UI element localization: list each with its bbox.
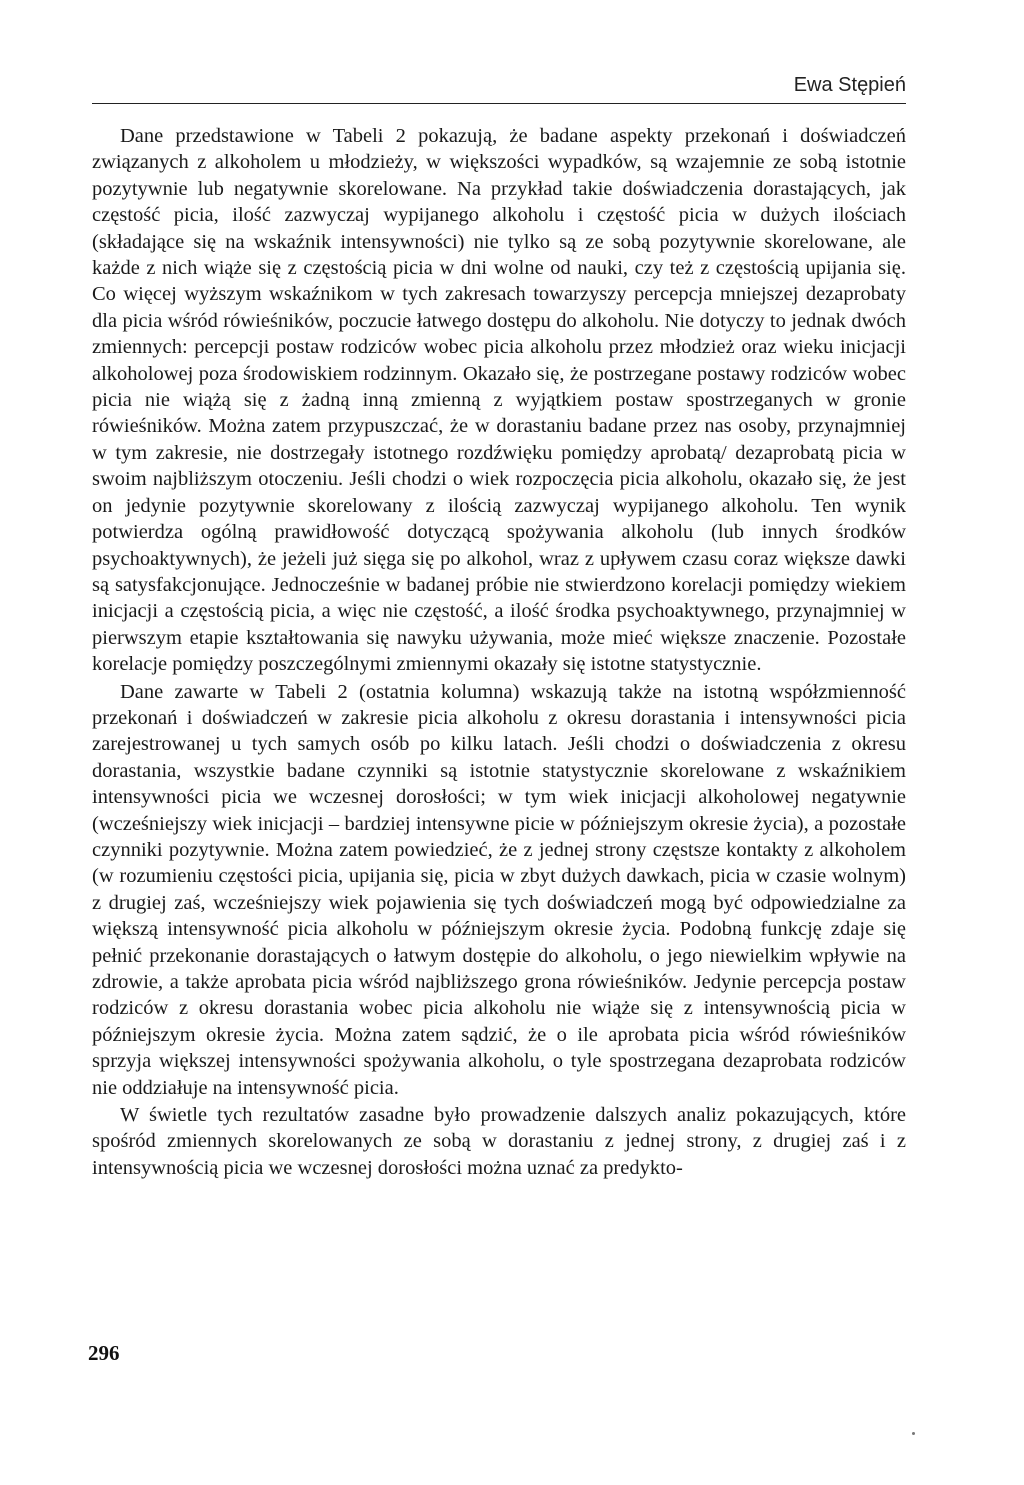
scan-speck <box>912 1432 915 1435</box>
page-number: 296 <box>88 1341 120 1365</box>
paragraph-2: Dane zawarte w Tabeli 2 (ostatnia kolumna) wskazują także na istotną współzmienność przekonań i doświadczeń w zakresie picia alkoholu z okresu dorastania i intensywności picia zarejestrowanej u tych samych osób po kilku latach. Jeśli chodzi o doświadczenia z okresu dorastania, wszystkie badane czynniki są istotnie statystycznie skorelowane z wskaźnikiem intensywności picia we wczesnej dorosłości; w tym wiek inicjacji alkoholowej negatywnie (wcześniejszy wiek inicjacji – bardziej intensywne picie w późniejszym okresie życia), a pozostałe czynniki pozytywnie. Można zatem powiedzieć, że z jednej strony częstsze kontakty z alkoholem (w rozumieniu częstości picia, upijania się, picia w zbyt dużych dawkach, picia w czasie wolnym) z drugiej zaś, wcześniejszy wiek pojawienia się tych doświadczeń mogą być odpowiedzialne za większą intensywność picia alkoholu w późniejszym okresie życia. Podobną funkcję zdaje się pełnić przekonanie dorastających o łatwym dostępie do alkoholu, o jego niewielkim wpływie na zdrowie, a także aprobata picia wśród najbliższego grona rówieśników. Jedynie percepcja postaw rodziców z okresu dorastania wobec picia alkoholu nie wiąże się z intensywnością picia w późniejszym okresie życia. Można zatem sądzić, że o ile aprobata picia wśród rówieśników sprzyja większej intensywności spożywania alkoholu, o tyle spostrzegana dezaprobata rodziców nie oddziałuje na intensywność picia. <box>92 680 906 1099</box>
paragraph-3: W świetle tych rezultatów zasadne było prowadzenie dalszych analiz pokazujących, które spośród zmiennych skorelowanych ze sobą w dorastaniu z jednej strony, z drugiej zaś i z intensywnością picia we wczesnej dorosłości można uznać za predykto- <box>92 1104 906 1179</box>
header-rule <box>92 103 906 104</box>
running-head-author: Ewa Stępień <box>793 74 906 96</box>
body-text <box>92 123 906 1181</box>
paragraph-1: Dane przedstawione w Tabeli 2 pokazują, że badane aspekty przekonań i doświadczeń związanych z alkoholem u młodzieży, w większości wypadków, są wzajemnie ze sobą istotnie pozytywnie lub negatywnie skorelowane. Na przykład takie doświadczenia dorastających, jak częstość picia, ilość zazwyczaj wypijanego alkoholu i częstość picia w dużych ilościach (składające się na wskaźnik intensywności) nie tylko są ze sobą pozytywnie skorelowane, ale każde z nich wiąże się z częstością picia w dni wolne od nauki, czy też z częstością upijania się. Co więcej wyższym wskaźnikom w tych zakresach towarzyszy percepcja mniejszej dezaprobaty dla picia wśród rówieśników, poczucie łatwego dostępu do alkoholu. Nie dotyczy to jednak dwóch zmiennych: percepcji postaw rodziców wobec picia alkoholu przez młodzież oraz wieku inicjacji alkoholowej poza środowiskiem rodzinnym. Okazało się, że postrzegane postawy rodziców wobec picia nie wiążą się z żadną inną zmienną z wyjątkiem postaw spostrzeganych w gronie rówieśników. Można zatem przypuszczać, że w dorastaniu badane przez nas osoby, przynajmniej w tym zakresie, nie dostrzegały istotnego rozdźwięku pomiędzy aprobatą/ dezaprobatą picia w swoim najbliższym otoczeniu. Jeśli chodzi o wiek rozpoczęcia picia alkoholu, okazało się, że jest on jedynie pozytywnie skorelowany z ilością zazwyczaj wypijanego alkoholu. Ten wynik potwierdza ogólną prawidłowość dotyczącą spożywania alkoholu (lub innych środków psychoaktywnych), że jeżeli już sięga się po alkohol, wraz z upływem czasu coraz większe dawki są satysfakcjonujące. Jednocześnie w badanej próbie nie stwierdzono korelacji pomiędzy wiekiem inicjacji a częstością picia, a więc nie częstość, a ilość środka psychoaktywnego, przynajmniej w pierwszym etapie kształtowania się nawyku używania, może mieć większe znaczenie. Pozostałe korelacje pomiędzy poszczególnymi zmiennymi okazały się istotne statystycznie. <box>92 125 906 676</box>
